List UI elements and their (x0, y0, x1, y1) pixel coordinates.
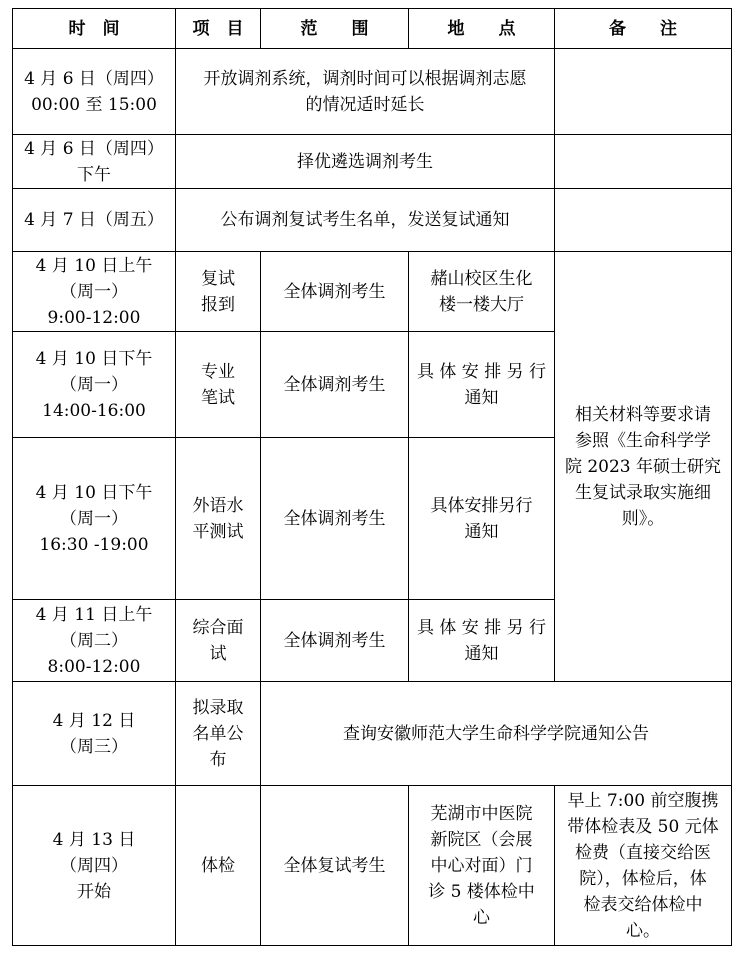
table-row (13, 786, 732, 946)
cell-note: 早上 7:00 前空腹携 带体检表及 50 元体 检费（直接交给医 院），体检后，体 检表交给体检中 心。 (555, 786, 732, 946)
cell-scope: 全体调剂考生 (261, 600, 409, 682)
header-note: 备 注 (555, 9, 732, 49)
cell-scope: 全体调剂考生 (261, 438, 409, 600)
table-row (13, 189, 732, 252)
cell-place: 具 体 安 排 另 行 通知 (409, 332, 555, 438)
cell-time: 4 月 6 日（周四） 00:00 至 15:00 (13, 49, 176, 135)
cell-item: 复试 报到 (176, 252, 261, 332)
cell-time: 4 月 7 日（周五） (13, 189, 176, 252)
cell-place: 赭山校区生化 楼一楼大厅 (409, 252, 555, 332)
table-header-row (13, 9, 732, 49)
schedule-table (12, 8, 732, 946)
cell-item: 外语水 平测试 (176, 438, 261, 600)
header-scope: 范 围 (261, 9, 409, 49)
table-row (13, 135, 732, 189)
cell-description: 公布调剂复试考生名单，发送复试通知 (176, 189, 555, 252)
cell-description: 开放调剂系统，调剂时间可以根据调剂志愿 的情况适时延长 (176, 49, 555, 135)
table-row (13, 49, 732, 135)
cell-note (555, 189, 732, 252)
cell-time: 4 月 10 日下午 （周一） 16:30 -19:00 (13, 438, 176, 600)
cell-item: 拟录取 名单公 布 (176, 682, 261, 786)
cell-description: 择优遴选调剂考生 (176, 135, 555, 189)
cell-note (555, 49, 732, 135)
header-place: 地 点 (409, 9, 555, 49)
cell-item: 体检 (176, 786, 261, 946)
cell-scope: 全体调剂考生 (261, 332, 409, 438)
header-time: 时 间 (13, 9, 176, 49)
cell-shared-note: 相关材料等要求请 参照《生命科学学 院 2023 年硕士研究 生复试录取实施细 则》。 (555, 252, 732, 682)
table-row (13, 252, 732, 332)
cell-place: 芜湖市中医院 新院区（会展 中心对面）门 诊 5 楼体检中 心 (409, 786, 555, 946)
cell-item: 综合面 试 (176, 600, 261, 682)
cell-time: 4 月 11 日上午 （周二） 8:00-12:00 (13, 600, 176, 682)
cell-time: 4 月 10 日上午 （周一） 9:00-12:00 (13, 252, 176, 332)
cell-description: 查询安徽师范大学生命科学学院通知公告 (261, 682, 732, 786)
header-item: 项 目 (176, 9, 261, 49)
cell-time: 4 月 13 日 （周四） 开始 (13, 786, 176, 946)
table-row (13, 682, 732, 786)
cell-place: 具 体 安 排 另 行 通知 (409, 600, 555, 682)
cell-scope: 全体复试考生 (261, 786, 409, 946)
cell-time: 4 月 12 日 （周三） (13, 682, 176, 786)
cell-note (555, 135, 732, 189)
cell-time: 4 月 6 日（周四） 下午 (13, 135, 176, 189)
cell-item: 专业 笔试 (176, 332, 261, 438)
cell-place: 具体安排另行 通知 (409, 438, 555, 600)
cell-time: 4 月 10 日下午 （周一） 14:00-16:00 (13, 332, 176, 438)
cell-scope: 全体调剂考生 (261, 252, 409, 332)
